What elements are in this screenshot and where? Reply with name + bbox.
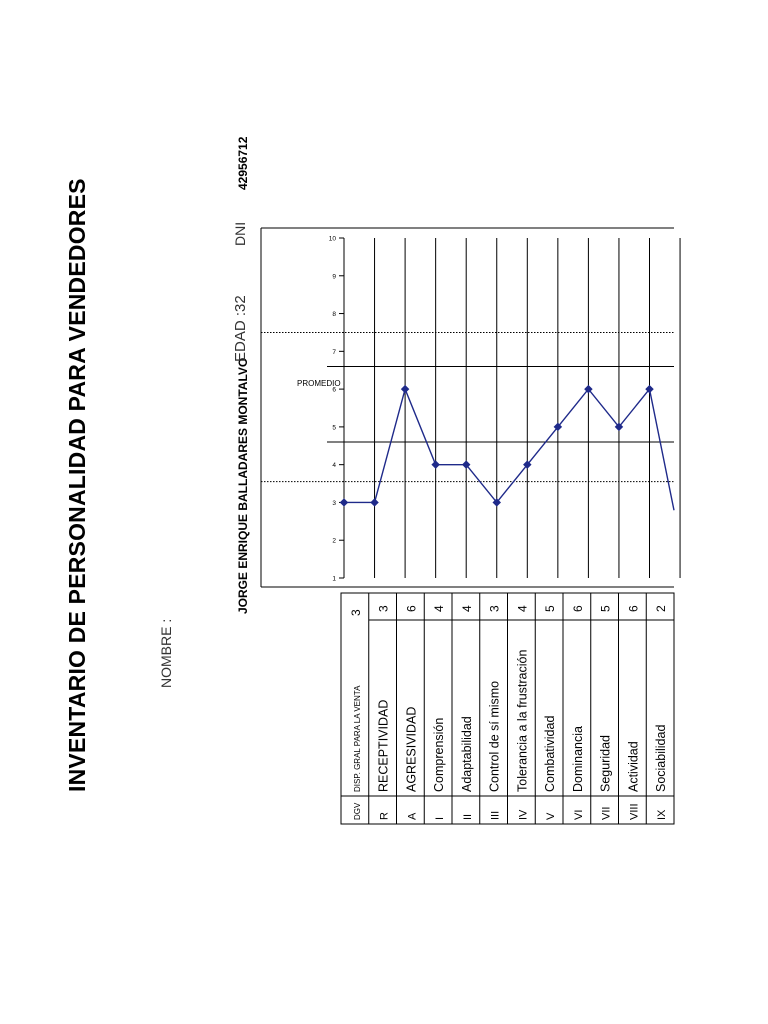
table-row-score: 4 [459,605,474,612]
table-row-name: DISP. GRAL PARA LA VENTA [352,685,362,792]
table-row-name: Control de sí mismo [487,680,502,792]
dni-value: 42956712 [236,136,250,190]
data-point [340,498,348,506]
table-row-score: 5 [598,605,613,612]
y-tick-label: 1 [332,575,336,583]
table-row-score: 6 [404,605,419,612]
candidate-name: JORGE ENRIQUE BALLADARES MONTALVO [236,357,250,614]
table-row-score: 3 [348,609,363,616]
table-row-code: I [434,816,447,820]
page-title: INVENTARIO DE PERSONALIDAD PARA VENDEDORES [64,178,90,792]
table-row-name: Tolerancia a la frustración [515,649,530,792]
y-tick-label: 5 [332,424,336,432]
nombre-label: NOMBRE : [158,618,174,688]
table-row-name: Combatividad [543,715,558,792]
y-tick-label: 3 [332,499,336,507]
y-tick-label: 4 [332,462,336,470]
table-row-code: VIII [628,803,641,820]
table-row-code: R [378,812,391,820]
table-row-code: DGV [352,802,362,820]
table-row-code: VI [572,809,585,820]
y-tick-label: 9 [332,273,336,281]
y-tick-label: 6 [332,386,336,394]
table-row-score: 4 [515,605,530,612]
table-row-code: IX [656,809,669,820]
data-point [431,460,439,468]
table-row-name: Dominancia [570,725,585,792]
table-row-code: IV [517,809,530,820]
y-tick-label: 2 [332,537,336,545]
data-point [401,385,409,393]
table-row-name: Actividad [626,741,641,792]
table-row-name: Adaptabilidad [459,716,474,792]
table-row-code: A [406,812,419,820]
table-row-code: VII [600,806,613,820]
table-row-code: V [545,812,558,820]
table-row-name: RECEPTIVIDAD [376,699,391,792]
table-row-name: Comprensión [432,717,447,792]
edad-field: EDAD :32 [232,295,249,362]
table-row-name: Sociabilidad [654,724,669,792]
table-row-name: AGRESIVIDAD [404,706,419,792]
table-row-name: Seguridad [598,735,613,792]
promedio-label: PROMEDIO [297,379,341,388]
table-row-score: 3 [487,605,502,612]
table-row-score: 5 [543,605,558,612]
dni-label: DNI [232,221,248,246]
y-tick-label: 7 [332,348,336,356]
table-row-score: 6 [626,605,641,612]
table-row-score: 2 [654,605,669,612]
y-tick-label: 8 [332,311,336,319]
series-line [344,389,674,510]
table-row-score: 3 [376,605,391,612]
y-tick-label: 10 [328,235,336,243]
table-row-score: 4 [432,605,447,612]
data-point [370,498,378,506]
table-row-score: 6 [570,605,585,612]
table-row-code: III [489,810,502,820]
table-row-code: II [461,813,474,820]
